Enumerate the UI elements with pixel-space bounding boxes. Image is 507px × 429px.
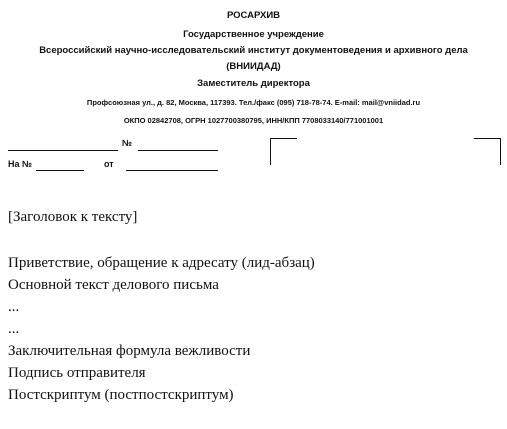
letter-heading: [Заголовок к тексту] xyxy=(8,209,138,225)
signature-line: Подпись отправителя xyxy=(8,365,146,381)
main-text-line: Основной текст делового письма xyxy=(8,277,219,293)
ellipsis-line: ... xyxy=(8,321,20,337)
institution-abbreviation: (ВНИИДАД) xyxy=(226,61,281,72)
reply-number-line xyxy=(36,170,84,171)
registration-codes: ОКПО 02842708, ОГРН 1027700380795, ИНН/КПП 7708033140/771001001 xyxy=(123,116,384,125)
closing-line: Заключительная формула вежливости xyxy=(8,343,251,359)
position-title: Заместитель директора xyxy=(197,78,310,89)
outgoing-number-line xyxy=(138,150,218,151)
from-date-label: от xyxy=(104,159,114,169)
ellipsis-line: ... xyxy=(8,299,20,315)
outgoing-date-line xyxy=(8,150,118,151)
postscript-line: Постскриптум (постпостскриптум) xyxy=(8,387,234,403)
addressee-corner-right xyxy=(474,138,501,165)
addressee-corner-left xyxy=(270,138,297,165)
reply-date-line xyxy=(126,170,218,171)
reply-to-label: На № xyxy=(8,159,33,169)
org-short-name: РОСАРХИВ xyxy=(226,10,281,21)
number-sign-label: № xyxy=(122,138,133,148)
institution-name: Всероссийский научно-исследовательский институт документоведения и архивного дела xyxy=(39,45,468,56)
institution-type: Государственное учреждение xyxy=(183,29,324,40)
greeting-line: Приветствие, обращение к адресату (лид-абзац) xyxy=(8,255,315,271)
contact-details: Профсоюзная ул., д. 82, Москва, 117393. Тел./факс (095) 718-78-74. E-mail: mail@vniidad.ru xyxy=(86,98,421,107)
